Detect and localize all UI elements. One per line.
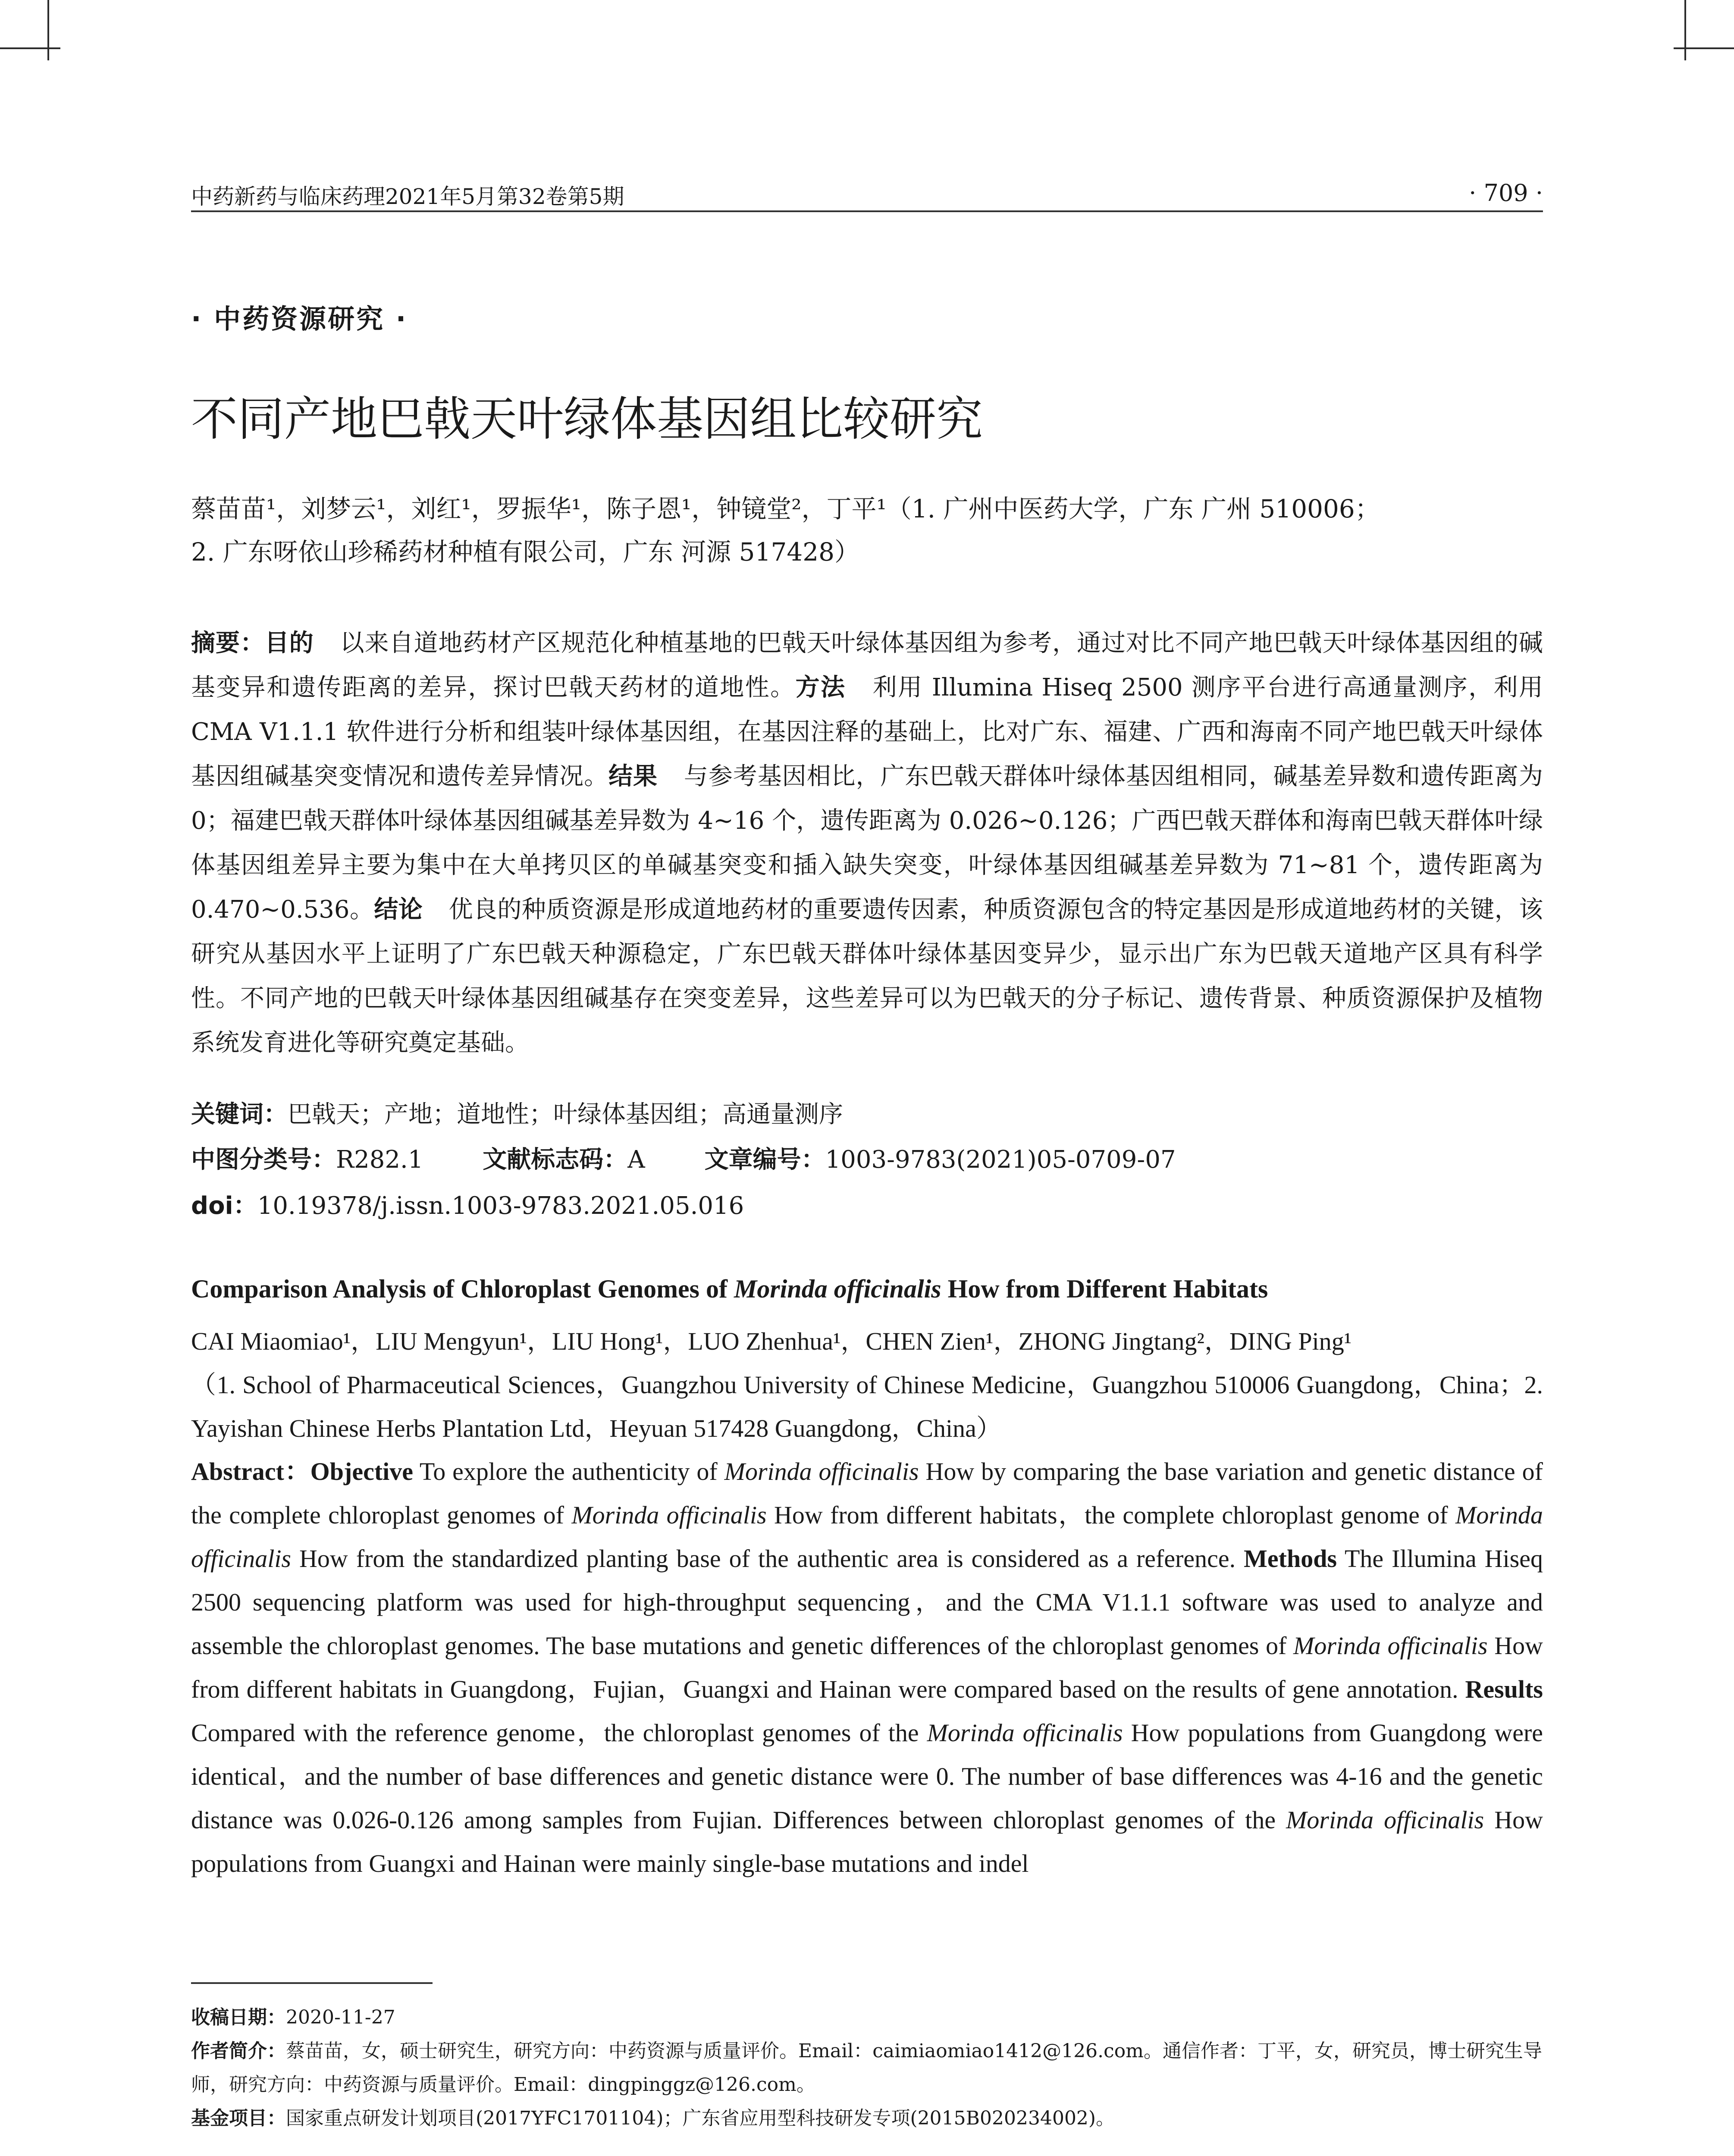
affiliation-cn-line: 2. 广东呀依山珍稀药材种植有限公司，广东 河源 517428）: [191, 537, 860, 567]
article-number-value: 1003-9783(2021)05-0709-07: [825, 1146, 1176, 1174]
species-name: Morinda officinalis: [191, 1501, 1543, 1573]
footnotes: [191, 2001, 1543, 2135]
results-label: 结果: [608, 762, 658, 790]
objective-en-label: Objective: [310, 1457, 413, 1485]
abstract-cn: [191, 621, 1543, 1065]
objective-label: 目的: [264, 629, 314, 657]
crop-mark: [1674, 47, 1734, 49]
species-name: Morinda officinalis: [571, 1501, 767, 1529]
article-number-label: 文章编号：: [704, 1146, 825, 1174]
doi-label: doi：: [191, 1192, 257, 1220]
abstract-en: [191, 1450, 1543, 1885]
title-en-part: Comparison Analysis of Chloroplast Genomes of: [191, 1275, 734, 1303]
running-header: [191, 176, 1543, 212]
abstract-en-label: Abstract：: [191, 1457, 310, 1485]
classification-row: [191, 1141, 1543, 1179]
abstract-en-text: How populations from Guangxi and Hainan were mainly single-base mutations and indel: [191, 1806, 1543, 1877]
crop-mark: [47, 0, 49, 60]
methods-en-label: Methods: [1244, 1545, 1337, 1573]
author-bio-label: 作者简介：: [191, 2040, 286, 2062]
keywords-text: 巴戟天；产地；道地性；叶绿体基因组；高通量测序: [288, 1100, 843, 1128]
section-label: · 中药资源研究 ·: [191, 303, 408, 335]
keywords: [191, 1095, 1543, 1134]
affiliations-en: （1. School of Pharmaceutical Sciences，Guangzhou University of Chinese Medicine，Guangzhou 510006 Guangdong，China；2. Yayishan Chinese Herbs Plantation Ltd，Heyuan 517428 Guangdong，China）: [191, 1371, 1543, 1442]
species-name: Morinda officinalis: [1286, 1806, 1484, 1834]
abstract-en-text: How from different habitats in Guangdong，Fujian，Guangxi and Hainan were compared based on the results of gene annotation.: [191, 1632, 1543, 1703]
article-title-en: [191, 1274, 1268, 1304]
funding: [191, 2102, 1543, 2135]
crop-mark: [0, 47, 60, 49]
objective-text: 以来自道地药材产区规范化种植基地的巴戟天叶绿体基因组为参考，通过对比不同产地巴戟天叶绿体基因组的碱基变异和遗传距离的差异，探讨巴戟天药材的道地性。: [191, 629, 1543, 702]
received-date: [191, 2001, 1543, 2034]
authors-en: CAI Miaomiao¹，LIU Mengyun¹，LIU Hong¹，LUO Zhenhua¹，CHEN Zien¹，ZHONG Jingtang²，DING Ping¹: [191, 1327, 1352, 1355]
conclusion-label: 结论: [374, 896, 423, 924]
funding-label: 基金项目：: [191, 2107, 286, 2129]
title-en-part: How from Different Habitats: [941, 1275, 1268, 1303]
species-name: Morinda officinalis: [724, 1457, 919, 1485]
doc-code-value: A: [627, 1146, 645, 1174]
doi: [191, 1187, 1543, 1225]
authors-cn-line: 蔡苗苗¹，刘梦云¹，刘红¹，罗振华¹，陈子恩¹，钟镜堂²，丁平¹（1. 广州中医药大学，广东 广州 510006；: [191, 494, 1380, 523]
abstract-en-text: Compared with the reference genome，the chloroplast genomes of the: [191, 1719, 927, 1747]
authors-cn: [191, 487, 1543, 573]
abstract-en-text: The Illumina Hiseq 2500 sequencing platform was used for high-throughput sequencing，and the CMA V1.1.1 software was used to analyze and assemble the chloroplast genomes. The base mutations and genetic differences of the chloroplast genomes of: [191, 1545, 1543, 1660]
received-value: 2020-11-27: [286, 2006, 395, 2028]
title-en-species: Morinda officinalis: [734, 1275, 941, 1303]
species-name: Morinda officinalis: [1293, 1632, 1488, 1660]
abstract-en-text: How populations from Guangdong were identical，and the number of base differences and genetic distance were 0. The number of base differences was 4-16 and the genetic distance was 0.026-0.126 among samples from Fujian. Differences between chloroplast genomes of the: [191, 1719, 1543, 1834]
results-text: 与参考基因相比，广东巴戟天群体叶绿体基因组相同，碱基差异数和遗传距离为 0；福建巴戟天群体叶绿体基因组碱基差异数为 4~16 个，遗传距离为 0.026~0.126；广西巴戟天群体和海南巴戟天群体叶绿体基因组差异主要为集中在大单拷贝区的单碱基突变和插入缺失突变，叶绿体基因组碱基差异数为 71~81 个，遗传距离为 0.470~0.536。: [191, 762, 1543, 924]
abstract-en-text: How from the standardized planting base of the authentic area is considered as a reference.: [291, 1545, 1244, 1573]
doc-code-label: 文献标志码：: [483, 1146, 628, 1174]
conclusion-text: 优良的种质资源是形成道地药材的重要遗传因素，种质资源包含的特定基因是形成道地药材的关键，该研究从基因水平上证明了广东巴戟天种源稳定，广东巴戟天群体叶绿体基因变异少，显示出广东为巴戟天道地产区具有科学性。不同产地的巴戟天叶绿体基因组碱基存在突变差异，这些差异可以为巴戟天的分子标记、遗传背景、种质资源保护及植物系统发育进化等研究奠定基础。: [191, 896, 1543, 1057]
author-bio-value: 蔡苗苗，女，硕士研究生，研究方向：中药资源与质量评价。Email：caimiaomiao1412@126.com。通信作者：丁平，女，研究员，博士研究生导师，研究方向：中药资源与质量评价。Email：dingpinggz@126.com。: [191, 2040, 1542, 2096]
author-bio: [191, 2034, 1543, 2102]
footnote-divider: [191, 1982, 433, 1984]
keywords-label: 关键词：: [191, 1100, 288, 1128]
abstract-en-text: How from different habitats，the complete chloroplast genome of: [766, 1501, 1455, 1529]
methods-label: 方法: [795, 674, 846, 702]
article-title-cn: 不同产地巴戟天叶绿体基因组比较研究: [191, 392, 983, 446]
abstract-label: 摘要：: [191, 629, 265, 657]
results-en-label: Results: [1465, 1675, 1543, 1703]
clc-value: R282.1: [336, 1146, 423, 1174]
funding-value: 国家重点研发计划项目(2017YFC1701104)；广东省应用型科技研发专项(2015B020234002)。: [286, 2107, 1115, 2129]
methods-text: 利用 Illumina Hiseq 2500 测序平台进行高通量测序，利用 CMA V1.1.1 软件进行分析和组装叶绿体基因组，在基因注释的基础上，比对广东、福建、广西和海南不同产地巴戟天叶绿体基因组碱基突变情况和遗传差异情况。: [191, 674, 1543, 790]
page-number: · 709 ·: [1469, 179, 1543, 207]
clc-label: 中图分类号：: [191, 1146, 336, 1174]
species-name: Morinda officinalis: [927, 1719, 1123, 1747]
abstract-en-text: To explore the authenticity of: [413, 1457, 724, 1485]
journal-info: 中药新药与临床药理2021年5月第32卷第5期: [191, 184, 624, 209]
abstract-en-text: How by comparing the base variation and genetic distance of the complete chloroplast genomes of: [191, 1457, 1543, 1529]
doi-value: 10.19378/j.issn.1003-9783.2021.05.016: [257, 1192, 744, 1220]
received-label: 收稿日期：: [191, 2006, 286, 2028]
crop-mark: [1684, 0, 1686, 60]
